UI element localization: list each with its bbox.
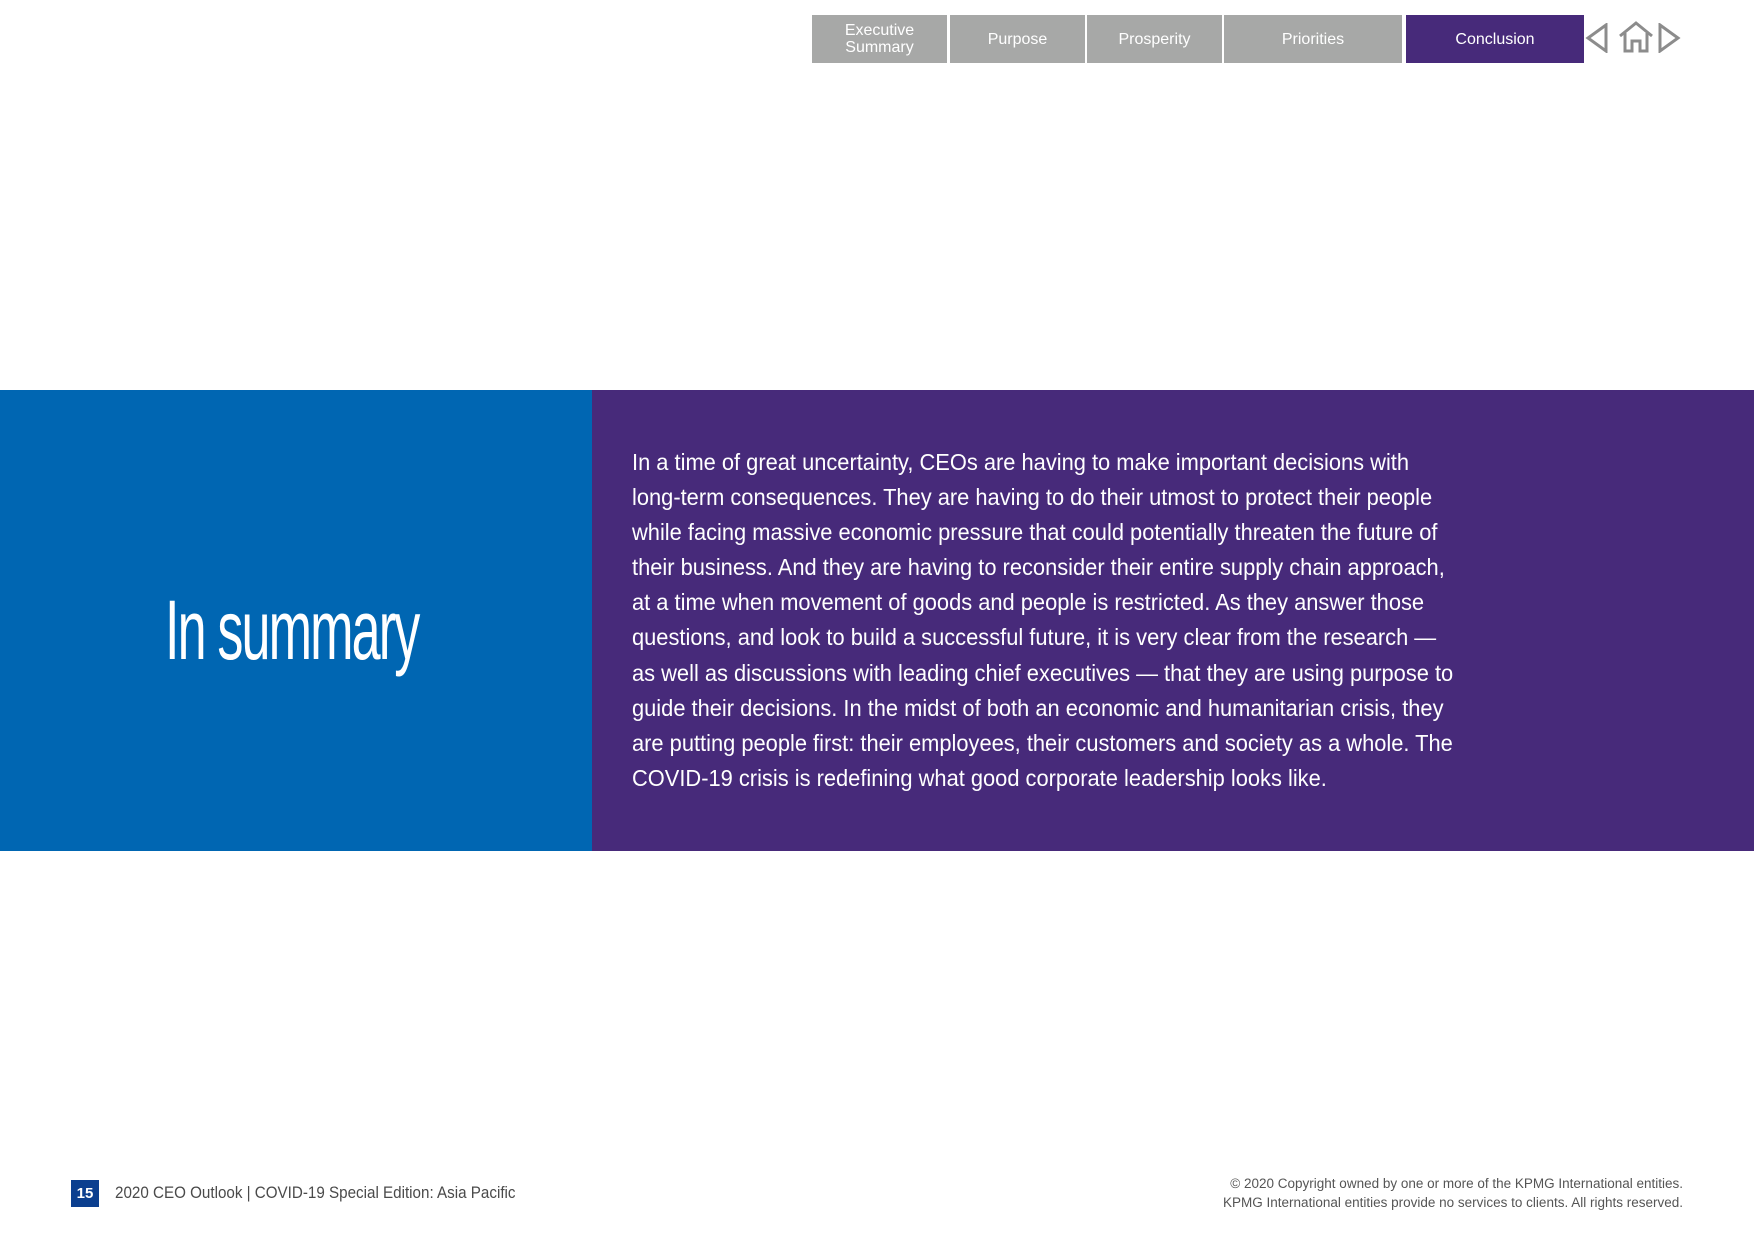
paragraph-line: COVID-19 crisis is redefining what good corporate leadership looks like. [632,764,1327,791]
summary-paragraph [632,445,1632,796]
tab-label: Purpose [987,30,1048,48]
tab-priorities[interactable] [1224,15,1402,63]
copyright-line: © 2020 Copyright owned by one or more of the KPMG International entities. [1230,1176,1683,1191]
tab-purpose[interactable] [950,15,1085,63]
tab-executive-summary[interactable] [812,15,947,63]
paragraph-line: guide their decisions. In the midst of both an economic and humanitarian crisis, they [632,694,1444,721]
paragraph-line: questions, and look to build a successful future, it is very clear from the research — [632,624,1437,651]
copyright-notice [1223,1174,1683,1212]
tab-prosperity[interactable] [1087,15,1222,63]
section-navigation [0,15,1754,63]
paragraph-line: as well as discussions with leading chief executives — that they are using purpose to [632,659,1454,686]
tab-label: Conclusion [1455,30,1535,48]
tab-label: Prosperity [1118,30,1191,48]
paragraph-line: long-term consequences. They are having to do their utmost to protect their people [632,484,1433,511]
paragraph-line: their business. And they are having to reconsider their entire supply chain approach, [632,554,1445,581]
paragraph-line: at a time when movement of goods and people is restricted. As they answer those [632,589,1425,616]
tab-label: Executive [844,22,915,39]
tab-conclusion[interactable] [1406,15,1584,63]
section-title: In summary [165,583,419,677]
home-icon[interactable] [1617,21,1655,53]
next-page-icon[interactable] [1657,23,1681,53]
paragraph-line: while facing massive economic pressure that could potentially threaten the future of [632,519,1438,546]
tab-label: Priorities [1281,30,1345,48]
copyright-line: KPMG International entities provide no services to clients. All rights reserved. [1223,1195,1683,1210]
paragraph-line: are putting people first: their employees, their customers and society as a whole. The [632,729,1453,756]
paragraph-line: In a time of great uncertainty, CEOs are having to make important decisions with [632,449,1410,475]
previous-page-icon[interactable] [1585,23,1609,53]
publication-title: 2020 CEO Outlook | COVID-19 Special Edition: Asia Pacific [115,1184,516,1202]
page-number-badge: 15 [71,1180,99,1207]
tab-label: Summary [845,39,914,56]
